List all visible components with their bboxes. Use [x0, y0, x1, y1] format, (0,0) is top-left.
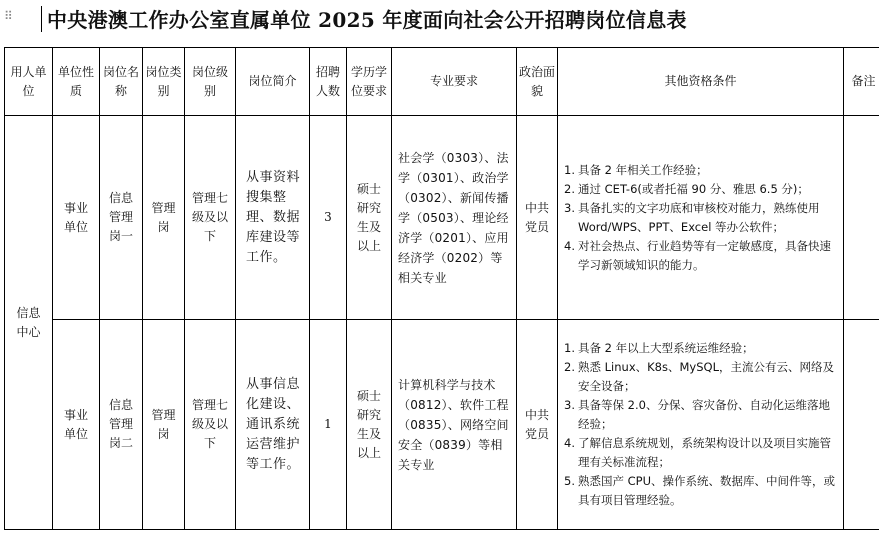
list-item: 3. 具备扎实的文字功底和审核校对能力，熟练使用 Word/WPS、PPT、Excel 等办公软件；: [564, 200, 820, 234]
political-status-cell: 中共党员: [517, 320, 558, 530]
recruitment-table: [4, 47, 879, 530]
list-item: 4. 对社会热点、行业趋势等有一定敏感度，具备快速学习新领域知识的能力。: [564, 238, 831, 272]
position-level-cell: 管理七级及以下: [185, 320, 236, 530]
table-row: [5, 116, 879, 320]
political-status-cell: 中共党员: [517, 116, 558, 320]
header-education-degree: 学历学位要求: [347, 48, 392, 116]
table-row: [5, 320, 879, 530]
major-requirements-cell: 社会学（0303）、法学（0301）、政治学（0302）、新闻传播学（0503）、理论经济学（0201）、应用经济学（0202）等相关专业: [392, 116, 517, 320]
header-other-requirements: 其他资格条件: [558, 48, 844, 116]
education-degree-cell: 硕士研究生及以上: [347, 320, 392, 530]
header-unit-nature: 单位性质: [53, 48, 100, 116]
list-item: 1. 具备 2 年相关工作经验；: [564, 162, 708, 177]
list-item: 5. 熟悉国产 CPU、操作系统、数据库、中间件等，或具有项目管理经验。: [564, 474, 836, 507]
list-item: 4. 了解信息系统规划，系统架构设计以及项目实施管理有关标准流程；: [564, 436, 831, 469]
list-item: 1. 具备 2 年以上大型系统运维经验；: [564, 341, 754, 355]
requirements-list: [564, 161, 837, 275]
header-position-name: 岗位名称: [100, 48, 143, 116]
employer-cell: 信息中心: [5, 116, 53, 530]
list-item: 3. 具备等保 2.0、分保、容灾备份、自动化运维落地经验；: [564, 398, 830, 431]
headcount-cell: 3: [310, 116, 347, 320]
other-requirements-cell: [558, 320, 844, 530]
unit-nature-cell: 事业单位: [53, 320, 100, 530]
header-position-intro: 岗位简介: [236, 48, 310, 116]
other-requirements-cell: [558, 116, 844, 320]
header-remarks: 备注: [844, 48, 879, 116]
headcount-cell: 1: [310, 320, 347, 530]
text-cursor: [41, 6, 42, 32]
education-degree-cell: 硕士研究生及以上: [347, 116, 392, 320]
header-headcount: 招聘人数: [310, 48, 347, 116]
title-year: 2025: [318, 8, 376, 32]
header-row: [5, 48, 879, 116]
list-item: 2. 通过 CET-6(或者托福 90 分、雅思 6.5 分)；: [564, 181, 809, 196]
remarks-cell: [844, 320, 879, 530]
list-item: 2. 熟悉 Linux、K8s、MySQL，主流公有云、网络及安全设备；: [564, 360, 834, 393]
position-name-cell: 信息管理岗一: [100, 116, 143, 320]
position-name-cell: 信息管理岗二: [100, 320, 143, 530]
header-political-status: 政治面貌: [517, 48, 558, 116]
header-position-level: 岗位级别: [185, 48, 236, 116]
position-type-cell: 管理岗: [143, 116, 185, 320]
position-intro-cell: 从事资料搜集整理、数据库建设等工作。: [236, 116, 310, 320]
header-position-type: 岗位类别: [143, 48, 185, 116]
remarks-cell: [844, 116, 879, 320]
title-prefix: 中央港澳工作办公室直属单位: [47, 8, 311, 32]
page-title: [47, 3, 687, 37]
major-requirements-cell: 计算机科学与技术（0812）、软件工程（0835）、网络空间安全（0839）等相关专业: [392, 320, 517, 530]
unit-nature-cell: 事业单位: [53, 116, 100, 320]
header-major-requirements: 专业要求: [392, 48, 517, 116]
header-employer: 用人单位: [5, 48, 53, 116]
position-intro-cell: 从事信息化建设、通讯系统运营维护等工作。: [236, 320, 310, 530]
position-type-cell: 管理岗: [143, 320, 185, 530]
position-level-cell: 管理七级及以下: [185, 116, 236, 320]
requirements-list: [564, 339, 837, 510]
drag-handle-icon[interactable]: ⠿: [4, 9, 12, 23]
title-suffix: 年度面向社会公开招聘岗位信息表: [382, 8, 687, 32]
